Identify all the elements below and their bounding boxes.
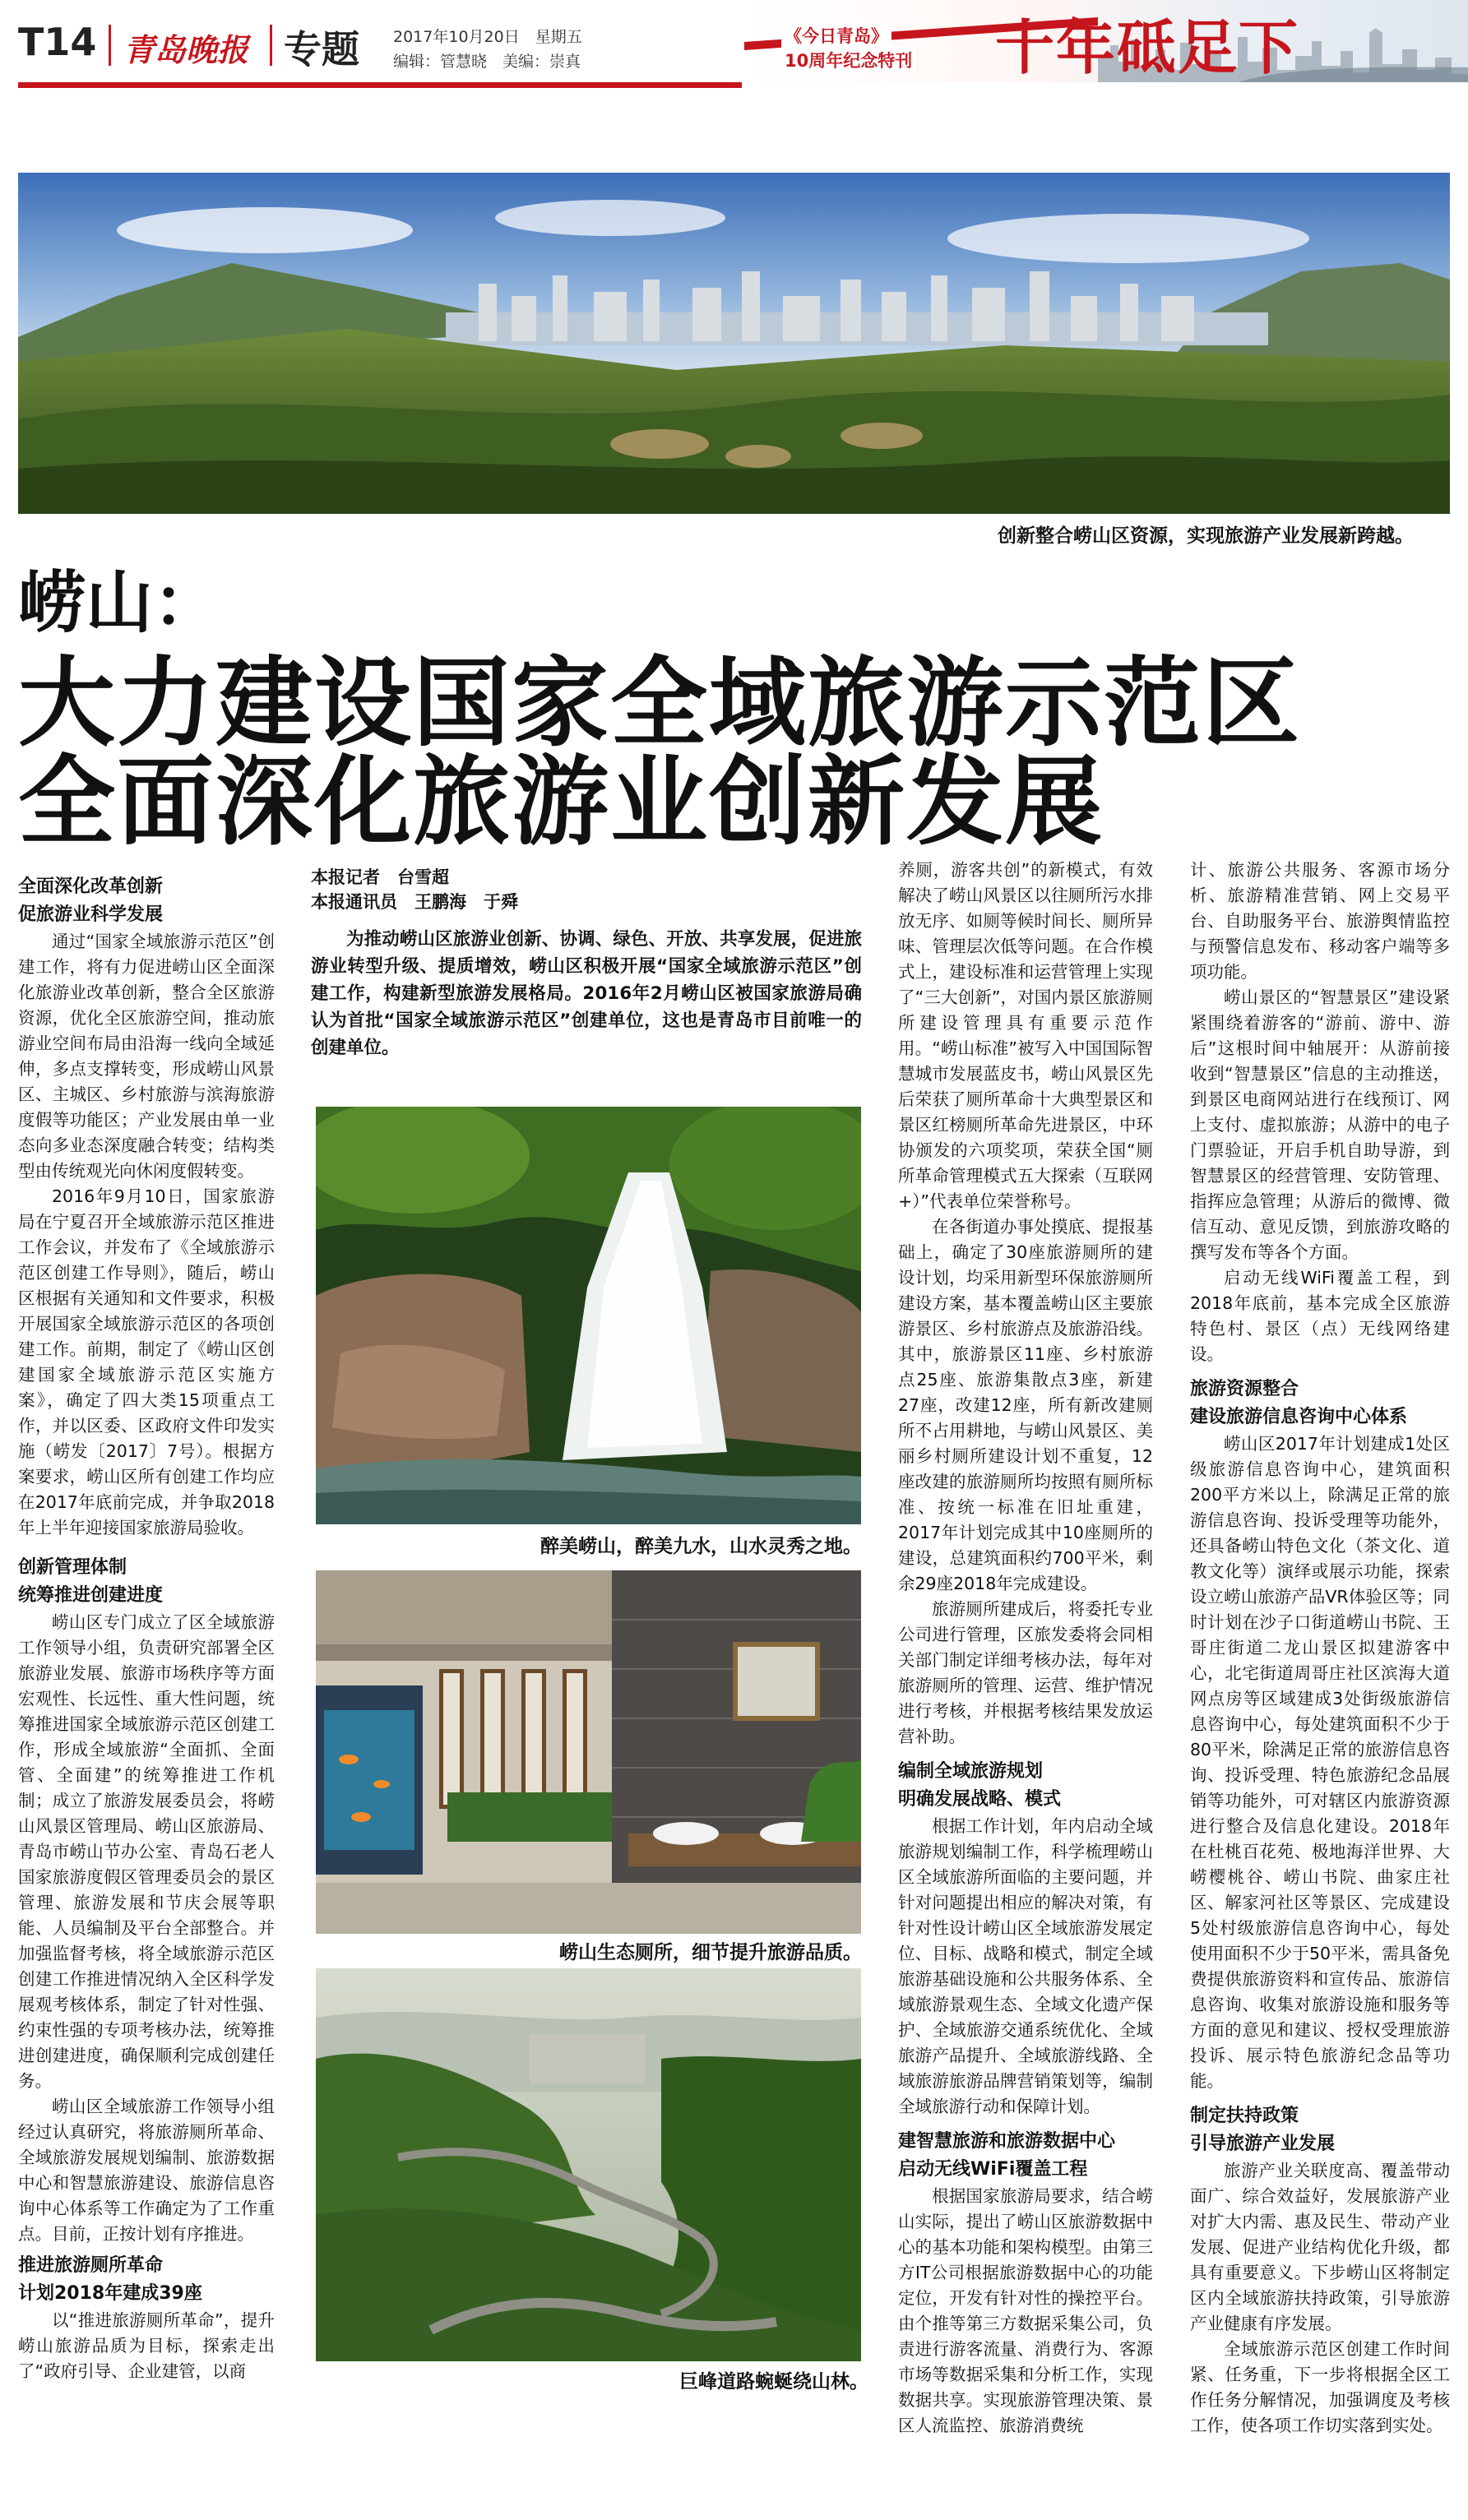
- paragraph: 养厕，游客共创”的新模式，有效解决了崂山风景区以往厕所污水排放无序、如厕等候时间长、厕所异味、管理层次低等问题。在合作模式上，建设标准和运营管理上实现了“三大创新”，对国内景区旅游厕所建设管理具有重要示范作用。“崂山标准”被写入中国国际智慧城市发展蓝皮书，崂山风景区先后荣获了厕所革命十大典型景区和景区红榜厕所革命先进景区，中环协颁发的六项奖项，荣获全国“厕所革命管理模式五大探索（互联网+）”代表单位荣誉称号。: [898, 860, 1153, 1211]
- byline-reporter: 本报记者 台雪超: [311, 867, 449, 887]
- article-column-1: [18, 873, 275, 2384]
- byline-correspondent: 本报通讯员 王鹏海 于舜: [311, 892, 518, 912]
- laoshan-panorama-photo: [18, 173, 1450, 514]
- subheading: 启动无线WiFi覆盖工程: [898, 2159, 1088, 2180]
- waterfall-photo: [316, 1107, 861, 1524]
- anniversary-banner: [744, 0, 1468, 82]
- subheading: 编制全域旅游规划: [898, 1761, 1044, 1782]
- subheading: 全面深化改革创新: [18, 876, 164, 897]
- mountain-road-photo: [316, 1968, 861, 2361]
- paragraph: 全域旅游示范区创建工作时间紧、任务重，下一步将根据全区工作任务分解情况，加强调度及考核工作，使各项工作切实落到实处。: [1190, 2339, 1450, 2435]
- masthead-divider: [109, 25, 111, 66]
- masthead-rule: [18, 82, 742, 88]
- road-caption: 巨峰道路蜿蜒绕山林。: [679, 2371, 868, 2393]
- anniversary-calligraphy: 十年砥足下: [995, 12, 1300, 82]
- subheading: 推进旅游厕所革命: [18, 2255, 164, 2276]
- subheading: 促旅游业科学发展: [18, 904, 164, 925]
- subheading: 建设旅游信息咨询中心体系: [1190, 1407, 1408, 1427]
- masthead: [0, 0, 1468, 92]
- subheading: 计划2018年建成39座: [18, 2283, 202, 2304]
- paragraph: 崂山区专门成立了区全域旅游工作领导小组，负责研究部署全区旅游业发展、旅游市场秩序等方面宏观性、长远性、重大性问题，统筹推进国家全域旅游示范区创建工作，形成全域旅游“全面抓、全面管、全面建”的统筹推进工作机制；成立了旅游发展委员会，将崂山风景区管理局、崂山区旅游局、青岛市崂山节办公室、青岛石老人国家旅游度假区管理委员会的景区管理、旅游发展和节庆会展等职能、人员编制及平台全部整合。并加强监督考核，将全域旅游示范区创建工作推进情况纳入全区科学发展观考核体系，制定了针对性强、约束性强的专项考核办法，统筹推进创建进度，确保顺利完成创建任务。: [18, 1612, 275, 2091]
- section-name: 专题: [284, 27, 359, 72]
- subheading: 制定扶持政策: [1190, 2106, 1299, 2126]
- paragraph: 2016年9月10日，国家旅游局在宁夏召开全域旅游示范区推进工作会议，并发布了《全域旅游示范区创建工作导则》，随后，崂山区根据有关通知和文件要求，积极开展国家全域旅游示范区的各项创建工作。前期，制定了《崂山区创建国家全域旅游示范区实施方案》，确定了四大类15项重点工作，并以区委、区政府文件印发实施（崂发〔2017〕7号）。根据方案要求，崂山区所有创建工作均应在2017年底前完成，并争取2018年上半年迎接国家旅游局验收。: [18, 1186, 275, 1537]
- headline-line-1: 大力建设国家全域旅游示范区: [18, 646, 1302, 760]
- issue-date: 2017年10月20日 星期五: [393, 28, 582, 46]
- paragraph: 计、旅游公共服务、客源市场分析、旅游精准营销、网上交易平台、自助服务平台、旅游舆情监控与预警信息发布、移动客户端等多项功能。: [1190, 860, 1450, 982]
- subheading: 明确发展战略、模式: [898, 1789, 1062, 1810]
- paragraph: 以“推进旅游厕所革命”，提升崂山旅游品质为目标，探索走出了“政府引导、企业建管，以商: [18, 2310, 275, 2381]
- subheading: 统筹推进创建进度: [18, 1585, 164, 1606]
- waterfall-caption: 醉美崂山，醉美九水，山水灵秀之地。: [540, 1536, 862, 1557]
- article-column-4: [1190, 858, 1450, 2439]
- headline-kicker: 崂山：: [18, 564, 221, 642]
- article-column-3: [898, 858, 1153, 2439]
- subheading: 旅游资源整合: [1190, 1379, 1299, 1399]
- paragraph: 崂山区2017年计划建成1处区级旅游信息咨询中心，建筑面积200平方米以上，除满足正常的旅游信息咨询、投诉受理等功能外，还具备崂山特色文化（茶文化、道教文化等）演绎或展示功能，探索设立崂山旅游产品VR体验区等；同时计划在沙子口街道崂山书院、王哥庄街道二龙山景区拟建游客中心，北宅街道周哥庄社区滨海大道网点房等区域建成3处街级旅游信息咨询中心，每处建筑面积不少于80平米，除满足正常的旅游信息咨询、投诉受理、特色旅游纪念品展销等功能外，可对辖区内旅游资源进行整合及信息化建设。2018年在杜桃百花苑、极地海洋世界、大崂樱桃谷、崂山书院、曲家庄社区、解家河社区等景区、完成建设5处村级旅游信息咨询中心，每处使用面积不少于50平米，需具备免费提供旅游资料和宣传品、旅游信息咨询、收集对旅游设施和服务等方面的意见和建议、授权受理旅游投诉、展示特色旅游纪念品等功能。: [1190, 1434, 1450, 2091]
- special-title: 《今日青岛》: [781, 23, 891, 48]
- paragraph: 通过“国家全域旅游示范区”创建工作，将有力促进崂山区全面深化旅游业改革创新，整合全区旅游资源，优化全区旅游空间，推动旅游业空间布局由沿海一线向全域延伸，多点支撑转变，形成崂山风景区、主城区、乡村旅游与滨海旅游度假等功能区；产业发展由单一业态向多业态深度融合转变；结构类型由传统观光向休闲度假转变。: [18, 932, 275, 1181]
- eco-toilet-photo: [316, 1570, 861, 1934]
- paragraph: 旅游产业关联度高、覆盖带动面广、综合效益好，发展旅游产业对扩大内需、惠及民生、带动产业发展、促进产业结构优化升级，都具有重要意义。下步崂山区将制定区内全域旅游扶持政策，引导旅游产业健康有序发展。: [1190, 2161, 1450, 2333]
- headline-line-2: 全面深化旅游业创新发展: [18, 745, 1104, 858]
- paragraph: 崂山景区的“智慧景区”建设紧紧围绕着游客的“游前、游中、游后”这根时间中轴展开：从游前接收到“智慧景区”信息的主动推送，到景区电商网站进行在线预订、网上支付、虚拟旅游；从游中的电子门票验证，开启手机自助导游，到智慧景区的经营管理、安防管理、指挥应急管理；从游后的微博、微信互动、意见反馈，到旅游攻略的撰写发布等各个方面。: [1190, 987, 1450, 1262]
- paragraph: 旅游厕所建成后，将委托专业公司进行管理，区旅发委将会同相关部门制定详细考核办法，每年对旅游厕所的管理、运营、维护情况进行考核，并根据考核结果发放运营补助。: [898, 1599, 1153, 1746]
- subheading: 创新管理体制: [18, 1557, 127, 1578]
- paragraph: 启动无线WiFi覆盖工程，到2018年底前，基本完成全区旅游特色村、景区（点）无线网络建设。: [1190, 1268, 1450, 1364]
- page-number: T14: [18, 20, 97, 64]
- special-subtitle: 10周年纪念特刊: [781, 48, 915, 72]
- paragraph: 根据国家旅游局要求，结合崂山实际，提出了崂山区旅游数据中心的基本功能和架构模型。由第三方IT公司根据旅游数据中心的功能定位，开发有针对性的操控平台。由个推等第三方数据采集公司，负责进行游客流量、消费行为、客源市场等数据采集和分析工作，实现数据共享。实现旅游管理决策、景区人流监控、旅游消费统: [898, 2186, 1153, 2435]
- toilet-caption: 崂山生态厕所，细节提升旅游品质。: [559, 1942, 862, 1963]
- top-photo-caption: 创新整合崂山区资源，实现旅游产业发展新跨越。: [998, 525, 1414, 547]
- editor-credits: 编辑：管慧晓 美编：崇真: [393, 53, 581, 71]
- masthead-divider: [270, 25, 272, 66]
- subheading: 建智慧旅游和旅游数据中心: [898, 2131, 1116, 2152]
- paragraph: 根据工作计划，年内启动全域旅游规划编制工作，科学梳理崂山区全域旅游所面临的主要问题，并针对问题提出相应的解决对策，有针对性设计崂山区全域旅游发展定位、目标、战略和模式，制定全域旅游基础设施和公共服务体系、全域旅游景观生态、全域文化遗产保护、全域旅游交通系统优化、全域旅游产品提升、全域旅游线路、全域旅游旅游品牌营销策划等，编制全域旅游行动和保障计划。: [898, 1816, 1153, 2116]
- article-column-2: [311, 865, 862, 1061]
- paragraph: 崂山区全域旅游工作领导小组经过认真研究，将旅游厕所革命、全域旅游发展规划编制、旅游数据中心和智慧旅游建设、旅游信息咨询中心体系等工作确定为了工作重点。目前，正按计划有序推进。: [18, 2097, 275, 2244]
- paragraph: 在各街道办事处摸底、提报基础上，确定了30座旅游厕所的建设计划，均采用新型环保旅游厕所建设方案，基本覆盖崂山区主要旅游景区、乡村旅游点及旅游沿线。其中，旅游景区11座、乡村旅游点25座、旅游集散点3座，新建27座，改建12座，所有新改建厕所不占用耕地，与崂山风景区、美丽乡村厕所建设计划不重复，12座改建的旅游厕所均按照有厕所标准、按统一标准在旧址重建，2017年计划完成其中10座厕所的建设，总建筑面积约700平米，剩余29座2018年完成建设。: [898, 1217, 1153, 1593]
- subheading: 引导旅游产业发展: [1190, 2134, 1336, 2154]
- lead-paragraph: 为推动崂山区旅游业创新、协调、绿色、开放、共享发展，促进旅游业转型升级、提质增效，崂山区积极开展“国家全域旅游示范区”创建工作，构建新型旅游发展格局。2016年2月崂山区被国家旅游局确认为首批“国家全域旅游示范区”创建单位，这也是青岛市目前唯一的创建单位。: [311, 929, 862, 1058]
- paper-name-logo: 青岛晚报: [123, 31, 249, 68]
